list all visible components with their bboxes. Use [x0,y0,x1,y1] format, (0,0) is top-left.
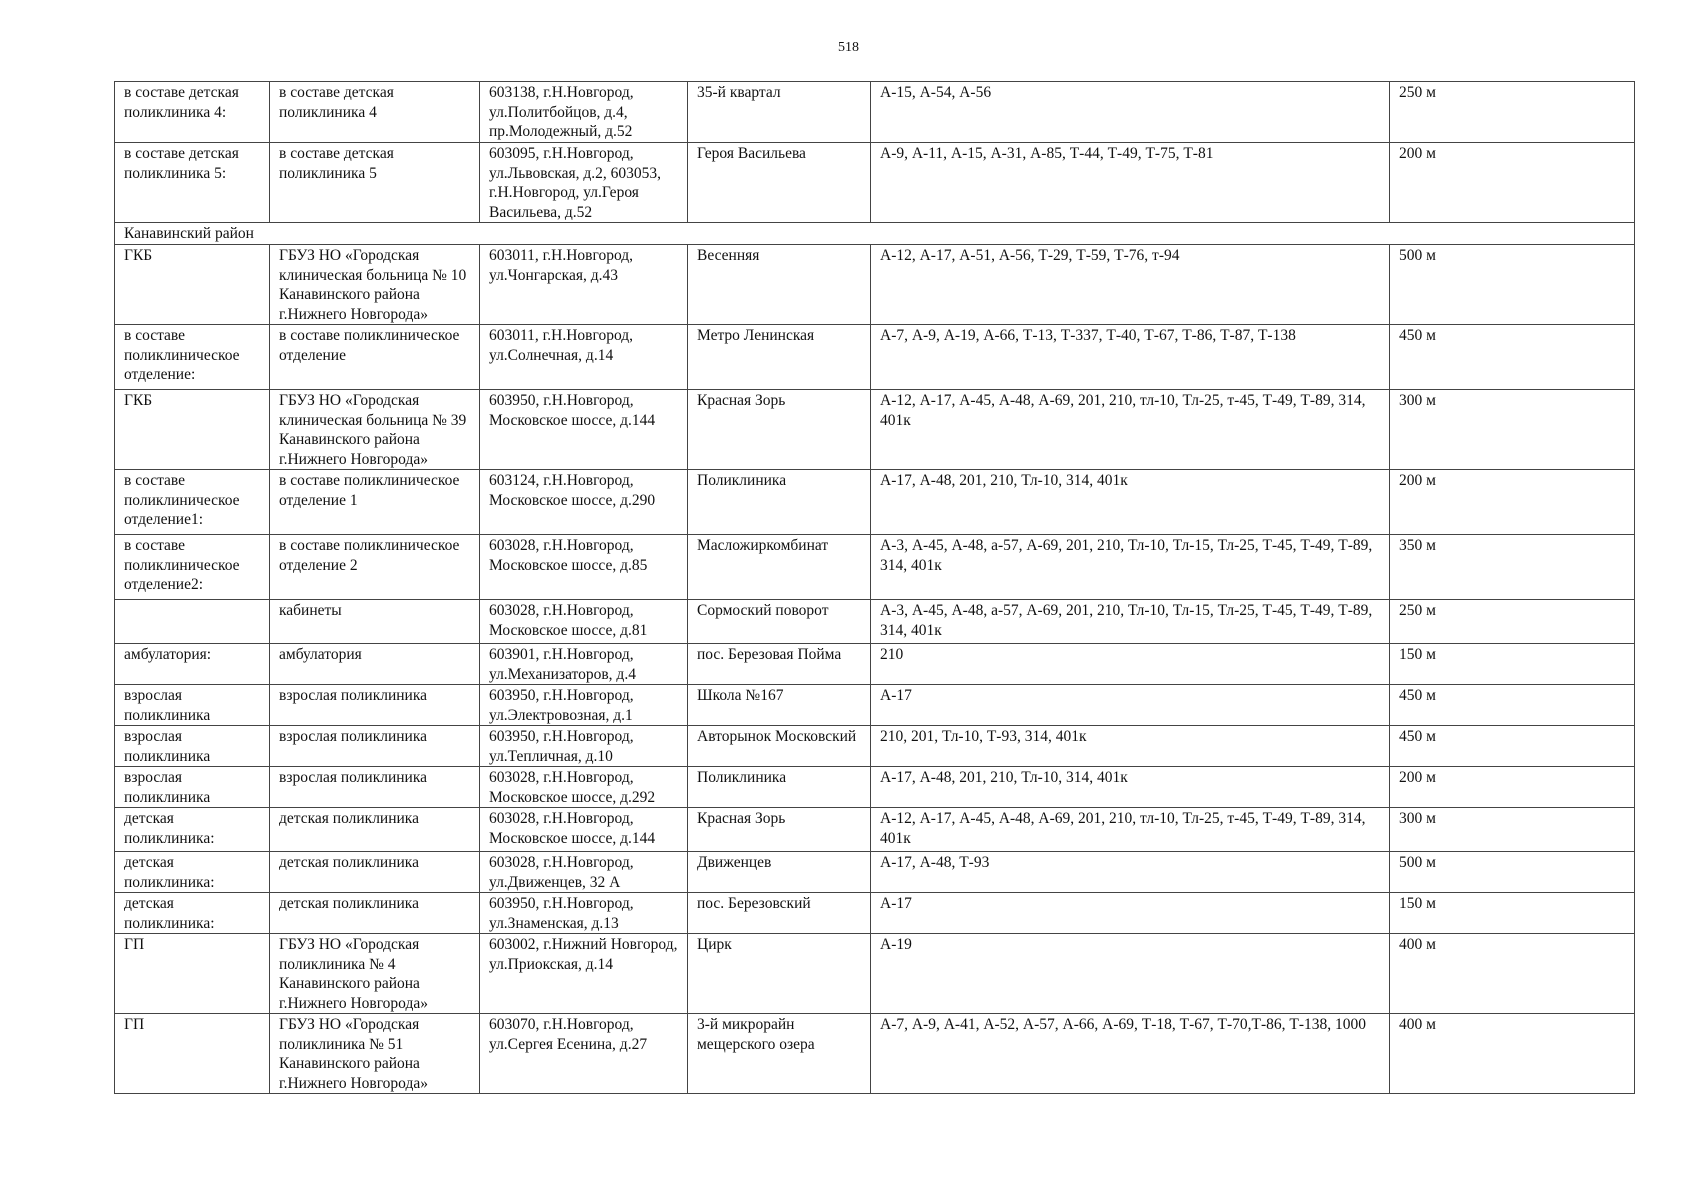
facility-name-cell: взрослая поликлиника [270,767,480,808]
stop-cell: пос. Березовский [688,893,871,934]
facility-name-cell: взрослая поликлиника [270,726,480,767]
routes-cell: А-12, А-17, А-45, А-48, А-69, 201, 210, тл-10, Тл-25, т-45, Т-49, Т-89, 314, 401к [871,390,1390,470]
address-cell: 603011, г.Н.Новгород, ул.Чонгарская, д.43 [480,245,688,325]
table-row [115,245,1635,325]
facility-name-cell: ГБУЗ НО «Городская клиническая больница № 39 Канавинского района г.Нижнего Новгорода» [270,390,480,470]
address-cell: 603002, г.Нижний Новгород, ул.Приокская, д.14 [480,934,688,1014]
address-cell: 603028, г.Н.Новгород, Московское шоссе, д.81 [480,600,688,644]
facility-name-cell: амбулатория [270,644,480,685]
routes-cell: А-17 [871,893,1390,934]
stop-cell: 3-й микрорайн мещерского озера [688,1014,871,1094]
stop-cell: Поликлиника [688,470,871,535]
stop-cell: Масложиркомбинат [688,535,871,600]
address-cell: 603901, г.Н.Новгород, ул.Механизаторов, д.4 [480,644,688,685]
stop-cell: Красная Зорь [688,808,871,852]
table-row [115,808,1635,852]
facility-name-cell: кабинеты [270,600,480,644]
facility-name-cell: ГБУЗ НО «Городская поликлиника № 4 Канавинского района г.Нижнего Новгорода» [270,934,480,1014]
facilities-table [114,81,1635,1094]
table-row [115,767,1635,808]
table-row [115,685,1635,726]
distance-cell: 500 м [1390,245,1635,325]
distance-cell: 200 м [1390,470,1635,535]
routes-cell: А-17, А-48, 201, 210, Тл-10, 314, 401к [871,767,1390,808]
stop-cell: Героя Васильева [688,143,871,223]
facility-type-cell: взрослая поликлиника [115,685,270,726]
address-cell: 603124, г.Н.Новгород, Московское шоссе, д.290 [480,470,688,535]
distance-cell: 200 м [1390,143,1635,223]
facility-name-cell: детская поликлиника [270,808,480,852]
address-cell: 603028, г.Н.Новгород, ул.Движенцев, 32 А [480,852,688,893]
table-row [115,143,1635,223]
stop-cell: пос. Березовая Пойма [688,644,871,685]
stop-cell: Авторынок Московский [688,726,871,767]
facility-type-cell: в составе поликлиническое отделение1: [115,470,270,535]
address-cell: 603011, г.Н.Новгород, ул.Солнечная, д.14 [480,325,688,390]
facility-name-cell: в составе поликлиническое отделение 2 [270,535,480,600]
distance-cell: 250 м [1390,600,1635,644]
facility-type-cell: взрослая поликлиника [115,767,270,808]
address-cell: 603950, г.Н.Новгород, ул.Электровозная, д.1 [480,685,688,726]
stop-cell: Весенняя [688,245,871,325]
facility-type-cell: амбулатория: [115,644,270,685]
facility-type-cell: детская поликлиника: [115,852,270,893]
routes-cell: А-3, А-45, А-48, а-57, А-69, 201, 210, Тл-10, Тл-15, Тл-25, Т-45, Т-49, Т-89, 314, 401к [871,535,1390,600]
routes-cell: А-15, А-54, А-56 [871,82,1390,143]
stop-cell: Школа №167 [688,685,871,726]
distance-cell: 300 м [1390,808,1635,852]
address-cell: 603028, г.Н.Новгород, Московское шоссе, д.292 [480,767,688,808]
facility-type-cell: в составе детская поликлиника 5: [115,143,270,223]
routes-cell: А-3, А-45, А-48, а-57, А-69, 201, 210, Тл-10, Тл-15, Тл-25, Т-45, Т-49, Т-89, 314, 401к [871,600,1390,644]
address-cell: 603950, г.Н.Новгород, ул.Знаменская, д.13 [480,893,688,934]
facility-type-cell: ГКБ [115,245,270,325]
routes-cell: А-12, А-17, А-51, А-56, Т-29, Т-59, Т-76, т-94 [871,245,1390,325]
facility-type-cell [115,600,270,644]
table-row [115,852,1635,893]
stop-cell: Цирк [688,934,871,1014]
table-row [115,893,1635,934]
facility-type-cell: ГП [115,1014,270,1094]
distance-cell: 350 м [1390,535,1635,600]
routes-cell: 210, 201, Тл-10, Т-93, 314, 401к [871,726,1390,767]
facility-name-cell: детская поликлиника [270,852,480,893]
stop-cell: Поликлиника [688,767,871,808]
distance-cell: 200 м [1390,767,1635,808]
facility-type-cell: в составе поликлиническое отделение2: [115,535,270,600]
facility-name-cell: ГБУЗ НО «Городская клиническая больница № 10 Канавинского района г.Нижнего Новгорода» [270,245,480,325]
facility-type-cell: детская поликлиника: [115,808,270,852]
address-cell: 603950, г.Н.Новгород, ул.Тепличная, д.10 [480,726,688,767]
routes-cell: 210 [871,644,1390,685]
page-number: 518 [838,40,859,55]
table-row [115,82,1635,143]
distance-cell: 400 м [1390,934,1635,1014]
distance-cell: 450 м [1390,685,1635,726]
facility-name-cell: детская поликлиника [270,893,480,934]
distance-cell: 450 м [1390,726,1635,767]
routes-cell: А-7, А-9, А-41, А-52, А-57, А-66, А-69, Т-18, Т-67, Т-70,Т-86, Т-138, 1000 [871,1014,1390,1094]
facility-name-cell: в составе поликлиническое отделение [270,325,480,390]
routes-cell: А-17, А-48, Т-93 [871,852,1390,893]
table-row [115,644,1635,685]
distance-cell: 300 м [1390,390,1635,470]
distance-cell: 400 м [1390,1014,1635,1094]
routes-cell: А-12, А-17, А-45, А-48, А-69, 201, 210, тл-10, Тл-25, т-45, Т-49, Т-89, 314, 401к [871,808,1390,852]
facility-type-cell: ГП [115,934,270,1014]
table-row [115,726,1635,767]
routes-cell: А-17 [871,685,1390,726]
routes-cell: А-9, А-11, А-15, А-31, А-85, Т-44, Т-49, Т-75, Т-81 [871,143,1390,223]
table-row [115,600,1635,644]
table-row [115,1014,1635,1094]
distance-cell: 150 м [1390,644,1635,685]
facility-type-cell: в составе детская поликлиника 4: [115,82,270,143]
facility-type-cell: в составе поликлиническое отделение: [115,325,270,390]
facility-type-cell: ГКБ [115,390,270,470]
facility-name-cell: в составе детская поликлиника 5 [270,143,480,223]
routes-cell: А-19 [871,934,1390,1014]
facility-type-cell: детская поликлиника: [115,893,270,934]
facility-name-cell: в составе детская поликлиника 4 [270,82,480,143]
table-row [115,325,1635,390]
address-cell: 603138, г.Н.Новгород, ул.Политбойцов, д.4, пр.Молодежный, д.52 [480,82,688,143]
facility-name-cell: взрослая поликлиника [270,685,480,726]
table-row [115,934,1635,1014]
routes-cell: А-17, А-48, 201, 210, Тл-10, 314, 401к [871,470,1390,535]
address-cell: 603950, г.Н.Новгород, Московское шоссе, д.144 [480,390,688,470]
table-row [115,390,1635,470]
stop-cell: Движенцев [688,852,871,893]
address-cell: 603028, г.Н.Новгород, Московское шоссе, д.85 [480,535,688,600]
facility-name-cell: в составе поликлиническое отделение 1 [270,470,480,535]
distance-cell: 450 м [1390,325,1635,390]
address-cell: 603095, г.Н.Новгород, ул.Львовская, д.2, 603053, г.Н.Новгород, ул.Героя Васильева, д.52 [480,143,688,223]
stop-cell: Сормоский поворот [688,600,871,644]
facility-type-cell: взрослая поликлиника [115,726,270,767]
table-row [115,470,1635,535]
routes-cell: А-7, А-9, А-19, А-66, Т-13, Т-337, Т-40, Т-67, Т-86, Т-87, Т-138 [871,325,1390,390]
stop-cell: Красная Зорь [688,390,871,470]
address-cell: 603070, г.Н.Новгород, ул.Сергея Есенина, д.27 [480,1014,688,1094]
distance-cell: 250 м [1390,82,1635,143]
stop-cell: Метро Ленинская [688,325,871,390]
stop-cell: 35-й квартал [688,82,871,143]
distance-cell: 500 м [1390,852,1635,893]
facility-name-cell: ГБУЗ НО «Городская поликлиника № 51 Канавинского района г.Нижнего Новгорода» [270,1014,480,1094]
address-cell: 603028, г.Н.Новгород, Московское шоссе, д.144 [480,808,688,852]
distance-cell: 150 м [1390,893,1635,934]
table-row [115,535,1635,600]
section-row [115,223,1635,245]
district-heading: Канавинский район [115,223,1635,245]
